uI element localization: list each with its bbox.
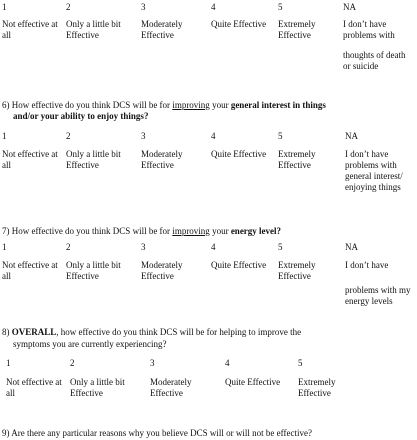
q6-num-2[interactable]: 2 [66,131,71,141]
q7-option-na-cont: problems with my energy levels [345,285,411,306]
q6-num-5[interactable]: 5 [278,131,283,141]
q8-question [0,327,417,338]
q5-option-na-cont: thoughts of death or suicide [343,50,406,71]
q6-underlined: improving [172,100,210,110]
q6-option-4: Quite Effective [211,149,267,159]
q5-num-2[interactable]: 2 [66,2,71,12]
q8-prefix: 8) [2,327,12,337]
q7-question [0,226,417,237]
q6-option-5: Extremely Effective [278,149,316,170]
q5-option-na: I don’t have problems with [343,19,395,40]
q6-option-na: I don’t have problems with general interest/ enjoying things [345,149,403,192]
q8-num-1[interactable]: 1 [6,358,11,368]
q6-num-4[interactable]: 4 [211,131,216,141]
q8-num-5[interactable]: 5 [298,358,303,368]
q7-option-5: Extremely Effective [278,260,316,281]
q6-num-na[interactable]: NA [345,131,358,141]
q7-num-3[interactable]: 3 [141,242,146,252]
q5-option-5: Extremely Effective [278,19,316,40]
q5-option-2: Only a little bit Effective [66,19,121,40]
q5-num-na[interactable]: NA [343,2,356,12]
q7-option-3: Moderately Effective [141,260,183,281]
q5-option-3: Moderately Effective [141,19,183,40]
q7-bold: energy level? [230,226,282,236]
q5-num-3[interactable]: 3 [141,2,146,12]
q8-option-5: Extremely Effective [298,377,336,398]
q6-bold-2: and/or your ability to enjoy things? [13,111,149,121]
q8-option-4: Quite Effective [225,377,281,387]
q6-option-3: Moderately Effective [141,149,183,170]
q8-question-cont [0,339,417,350]
q5-num-1[interactable]: 1 [2,2,7,12]
q8-num-3[interactable]: 3 [150,358,155,368]
q8-option-3: Moderately Effective [150,377,192,398]
q7-num-2[interactable]: 2 [66,242,71,252]
q8-line1-rest: , how effective do you think DCS will be for helping to improve the [56,327,302,337]
q5-num-5[interactable]: 5 [278,2,283,12]
q9-text: 9) Are there any particular reasons why you believe DCS will or will not be effective? [2,428,312,438]
q6-num-3[interactable]: 3 [141,131,146,141]
q7-num-4[interactable]: 4 [211,242,216,252]
q8-bold: OVERALL [11,327,57,337]
q7-option-2: Only a little bit Effective [66,260,121,281]
q5-option-1: Not effective at all [2,19,58,40]
q6-middle: your [209,100,231,110]
q6-bold-1: general interest in things [230,100,326,110]
q5-num-4[interactable]: 4 [211,2,216,12]
q7-option-1: Not effective at all [2,260,58,281]
q6-prefix: 6) How effective do you think DCS will be for [2,100,173,110]
q6-num-1[interactable]: 1 [2,131,7,141]
q7-underlined: improving [172,226,210,236]
q7-middle: your [209,226,231,236]
q5-option-4: Quite Effective [211,19,267,29]
q7-prefix: 7) How effective do you think DCS will be for [2,226,173,236]
q7-num-na[interactable]: NA [345,242,358,252]
q6-option-1: Not effective at all [2,149,58,170]
q8-option-2: Only a little bit Effective [70,377,125,398]
q6-option-2: Only a little bit Effective [66,149,121,170]
q8-line2: symptoms you are currently experiencing? [13,339,167,349]
q6-question [0,100,417,111]
q6-question-cont [0,111,417,122]
q7-num-5[interactable]: 5 [278,242,283,252]
q8-num-4[interactable]: 4 [225,358,230,368]
q7-num-1[interactable]: 1 [2,242,7,252]
q8-num-2[interactable]: 2 [70,358,75,368]
q9-question [0,428,417,439]
q7-option-na: I don’t have [345,260,389,270]
q8-option-1: Not effective at all [6,377,62,398]
q7-option-4: Quite Effective [211,260,267,270]
